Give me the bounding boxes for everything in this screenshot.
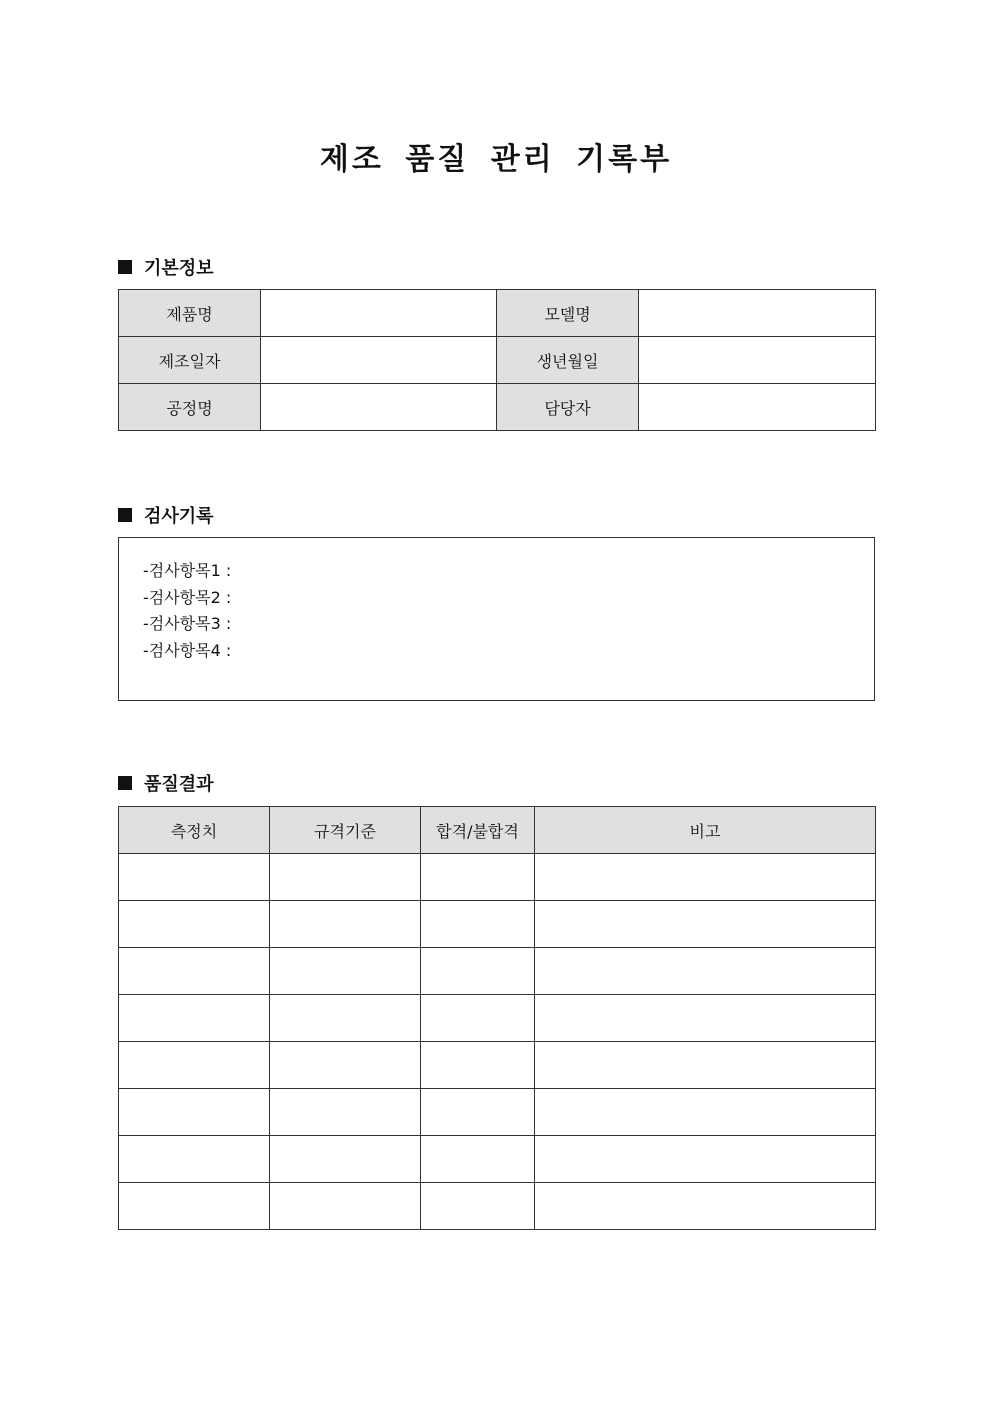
measurement-cell[interactable] bbox=[119, 1089, 270, 1136]
quality-results-table bbox=[118, 806, 876, 1230]
manufacture-date-field[interactable] bbox=[261, 337, 497, 384]
measurement-cell[interactable] bbox=[119, 1042, 270, 1089]
square-bullet-icon bbox=[118, 508, 132, 522]
measurement-cell[interactable] bbox=[119, 901, 270, 948]
table-row bbox=[119, 995, 876, 1042]
spec-cell[interactable] bbox=[270, 1136, 421, 1183]
measurement-cell[interactable] bbox=[119, 995, 270, 1042]
measurement-cell[interactable] bbox=[119, 854, 270, 901]
pass-fail-cell[interactable] bbox=[421, 854, 535, 901]
table-row bbox=[119, 337, 876, 384]
pass-fail-cell[interactable] bbox=[421, 1136, 535, 1183]
pass-fail-cell[interactable] bbox=[421, 901, 535, 948]
spec-cell[interactable] bbox=[270, 1183, 421, 1230]
model-name-label: 모델명 bbox=[497, 290, 639, 337]
table-row bbox=[119, 901, 876, 948]
column-header-spec: 규격기준 bbox=[270, 807, 421, 854]
table-row bbox=[119, 1089, 876, 1136]
inspection-heading bbox=[118, 502, 214, 528]
manufacture-date-label: 제조일자 bbox=[119, 337, 261, 384]
remarks-cell[interactable] bbox=[535, 995, 876, 1042]
table-row bbox=[119, 1183, 876, 1230]
table-row bbox=[119, 948, 876, 995]
square-bullet-icon bbox=[118, 776, 132, 790]
measurement-cell[interactable] bbox=[119, 1136, 270, 1183]
inspection-item-1: -검사항목1 : bbox=[143, 561, 232, 580]
remarks-cell[interactable] bbox=[535, 1042, 876, 1089]
pass-fail-cell[interactable] bbox=[421, 1089, 535, 1136]
inspection-heading-label: 검사기록 bbox=[144, 506, 214, 527]
basic-info-table bbox=[118, 289, 876, 431]
measurement-cell[interactable] bbox=[119, 948, 270, 995]
product-name-field[interactable] bbox=[261, 290, 497, 337]
birth-date-label: 생년월일 bbox=[497, 337, 639, 384]
product-name-label: 제품명 bbox=[119, 290, 261, 337]
model-name-field[interactable] bbox=[639, 290, 876, 337]
inspection-record-box[interactable] bbox=[118, 537, 875, 701]
inspection-item-list bbox=[119, 538, 874, 664]
remarks-cell[interactable] bbox=[535, 901, 876, 948]
spec-cell[interactable] bbox=[270, 1089, 421, 1136]
inspection-item-4: -검사항목4 : bbox=[143, 640, 232, 660]
quality-results-heading bbox=[118, 770, 214, 796]
inspection-item-3: -검사항목3 : bbox=[143, 614, 232, 633]
measurement-cell[interactable] bbox=[119, 1183, 270, 1230]
pass-fail-cell[interactable] bbox=[421, 1042, 535, 1089]
spec-cell[interactable] bbox=[270, 1042, 421, 1089]
table-row bbox=[119, 1042, 876, 1089]
manager-field[interactable] bbox=[639, 384, 876, 431]
spec-cell[interactable] bbox=[270, 901, 421, 948]
inspection-item-2: -검사항목2 : bbox=[143, 587, 232, 607]
column-header-pass-fail: 합격/불합격 bbox=[421, 807, 535, 854]
pass-fail-cell[interactable] bbox=[421, 1183, 535, 1230]
square-bullet-icon bbox=[118, 260, 132, 274]
process-name-field[interactable] bbox=[261, 384, 497, 431]
process-name-label: 공정명 bbox=[119, 384, 261, 431]
spec-cell[interactable] bbox=[270, 995, 421, 1042]
remarks-cell[interactable] bbox=[535, 1089, 876, 1136]
spec-cell[interactable] bbox=[270, 854, 421, 901]
pass-fail-cell[interactable] bbox=[421, 995, 535, 1042]
remarks-cell[interactable] bbox=[535, 854, 876, 901]
table-header-row bbox=[119, 807, 876, 854]
column-header-remarks: 비고 bbox=[535, 807, 876, 854]
remarks-cell[interactable] bbox=[535, 1136, 876, 1183]
remarks-cell[interactable] bbox=[535, 948, 876, 995]
table-row bbox=[119, 384, 876, 431]
remarks-cell[interactable] bbox=[535, 1183, 876, 1230]
table-row bbox=[119, 290, 876, 337]
table-row bbox=[119, 1136, 876, 1183]
table-row bbox=[119, 854, 876, 901]
quality-results-heading-label: 품질결과 bbox=[144, 774, 214, 795]
spec-cell[interactable] bbox=[270, 948, 421, 995]
pass-fail-cell[interactable] bbox=[421, 948, 535, 995]
page-title: 제조 품질 관리 기록부 bbox=[319, 142, 673, 177]
birth-date-field[interactable] bbox=[639, 337, 876, 384]
column-header-measurement: 측정치 bbox=[119, 807, 270, 854]
manager-label: 담당자 bbox=[497, 384, 639, 431]
basic-info-heading bbox=[118, 254, 214, 280]
basic-info-heading-label: 기본정보 bbox=[144, 258, 214, 279]
